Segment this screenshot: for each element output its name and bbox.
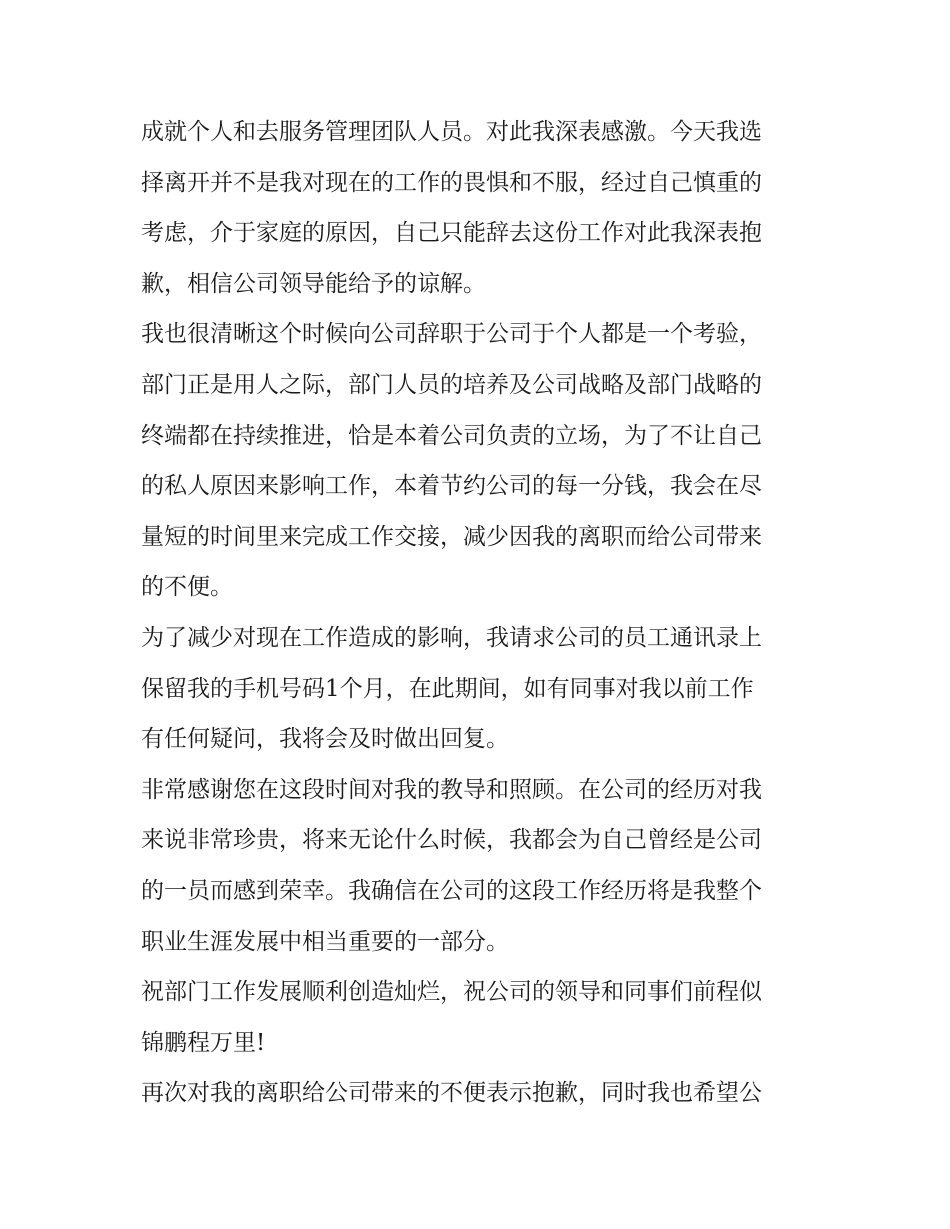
text-line: 成就个人和去服务管理团队人员。对此我深表感激。今天我选 <box>141 119 762 145</box>
text-line: 锦鹏程万里! <box>141 1029 266 1056</box>
text-line: 的一员而感到荣幸。我确信在公司的这段工作经历将是我整个 <box>141 877 762 904</box>
letter-body <box>141 107 821 1119</box>
text-line: 保留我的手机号码1个月，在此期间，如有同事对我以前工作 <box>141 675 754 702</box>
text-line: 有任何疑问，我将会及时做出回复。 <box>141 726 509 753</box>
text-line: 为了减少对现在工作造成的影响，我请求公司的员工通讯录上 <box>141 624 762 651</box>
text-line: 歉，相信公司领导能给予的谅解。 <box>141 270 486 297</box>
text-line: 终端都在持续推进，恰是本着公司负责的立场，为了不让自己 <box>141 422 762 449</box>
text-line: 我也很清晰这个时候向公司辞职于公司于个人都是一个考验， <box>141 321 762 348</box>
text-line: 来说非常珍贵，将来无论什么时候，我都会为自己曾经是公司 <box>141 827 762 854</box>
text-line: 择离开并不是我对现在的工作的畏惧和不服，经过自己慎重的 <box>141 169 762 196</box>
text-line: 的不便。 <box>141 574 233 601</box>
text-line: 非常感谢您在这段时间对我的教导和照顾。在公司的经历对我 <box>141 776 762 803</box>
text-line: 职业生涯发展中相当重要的一部分。 <box>141 928 509 955</box>
text-line: 部门正是用人之际，部门人员的培养及公司战略及部门战略的 <box>141 371 762 398</box>
text-line: 的私人原因来影响工作，本着节约公司的每一分钱，我会在尽 <box>141 473 762 500</box>
text-line: 再次对我的离职给公司带来的不便表示抱歉，同时我也希望公 <box>141 1080 762 1107</box>
text-line: 考虑，介于家庭的原因，自己只能辞去这份工作对此我深表抱 <box>141 220 762 247</box>
text-line: 量短的时间里来完成工作交接，减少因我的离职而给公司带来 <box>141 523 762 550</box>
text-line: 祝部门工作发展顺利创造灿烂，祝公司的领导和同事们前程似 <box>141 979 762 1006</box>
